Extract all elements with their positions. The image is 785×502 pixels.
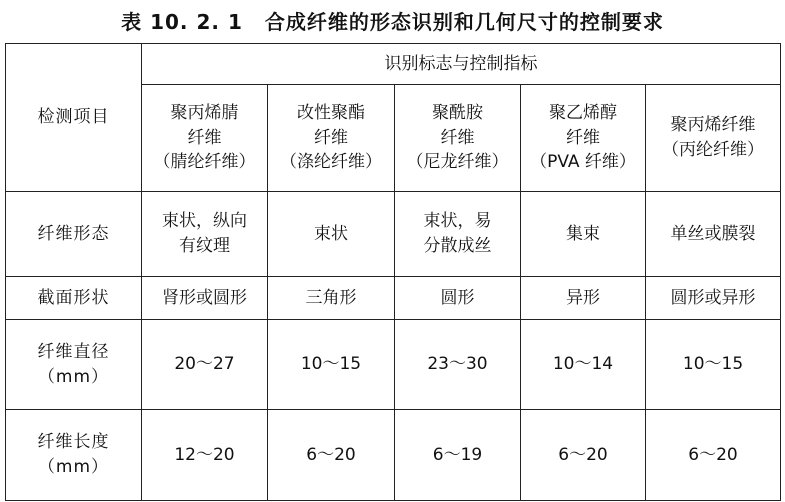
table-number: 表 10. 2. 1 <box>121 10 243 34</box>
table-row <box>6 192 781 277</box>
fiber-header-pva: 聚乙烯醇 纤维 （PVA 纤维） <box>521 85 646 192</box>
fiber-header-polypropylene: 聚丙烯纤维 （丙纶纤维） <box>646 85 781 192</box>
item-cell-fiber-length: 纤维长度 （mm） <box>6 410 142 501</box>
value-cell: 集束 <box>521 192 646 277</box>
corner-header-cell <box>6 44 142 192</box>
fiber-header-polyamide: 聚酰胺 纤维 （尼龙纤维） <box>395 85 521 192</box>
table-title <box>0 6 785 35</box>
value-cell: 三角形 <box>268 277 395 320</box>
item-cell-cross-section: 截面形状 <box>6 277 142 320</box>
value-cell: 6～19 <box>395 410 521 501</box>
table-row <box>6 410 781 501</box>
value-cell: 圆形或异形 <box>646 277 781 320</box>
fiber-header-polyester: 改性聚酯 纤维 （涤纶纤维） <box>268 85 395 192</box>
value-cell: 10～15 <box>646 320 781 410</box>
item-cell-fiber-shape: 纤维形态 <box>6 192 142 277</box>
value-cell: 束状 <box>268 192 395 277</box>
table-caption: 合成纤维的形态识别和几何尺寸的控制要求 <box>264 10 664 34</box>
table-row <box>6 277 781 320</box>
value-cell: 单丝或膜裂 <box>646 192 781 277</box>
item-cell-fiber-diameter: 纤维直径 （mm） <box>6 320 142 410</box>
value-cell: 圆形 <box>395 277 521 320</box>
fiber-spec-table <box>5 43 781 501</box>
fiber-header-pan: 聚丙烯腈 纤维 （腈纶纤维） <box>142 85 268 192</box>
value-cell: 6～20 <box>521 410 646 501</box>
value-cell: 6～20 <box>268 410 395 501</box>
value-cell: 肾形或圆形 <box>142 277 268 320</box>
header-row-group <box>6 44 781 85</box>
group-header: 识别标志与控制指标 <box>384 53 538 74</box>
group-header-cell <box>142 44 781 85</box>
value-cell: 束状，纵向 有纹理 <box>142 192 268 277</box>
corner-header: 检测项目 <box>37 107 110 128</box>
value-cell: 12～20 <box>142 410 268 501</box>
value-cell: 异形 <box>521 277 646 320</box>
value-cell: 6～20 <box>646 410 781 501</box>
value-cell: 20～27 <box>142 320 268 410</box>
table-row <box>6 320 781 410</box>
value-cell: 23～30 <box>395 320 521 410</box>
value-cell: 10～15 <box>268 320 395 410</box>
value-cell: 10～14 <box>521 320 646 410</box>
value-cell: 束状，易 分散成丝 <box>395 192 521 277</box>
